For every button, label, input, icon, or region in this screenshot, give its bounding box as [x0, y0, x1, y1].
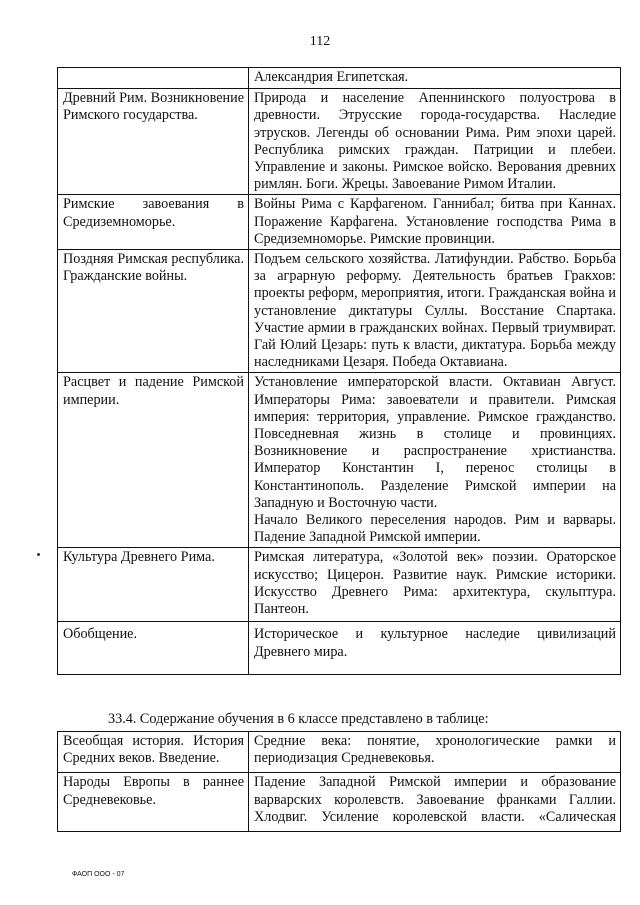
topic-cell: Древний Рим. Возникновение Римского государства. [58, 89, 249, 195]
topic-cell: Обобщение. [58, 622, 249, 674]
topic-cell: Всеобщая история. История Средних веков. Введение. [58, 732, 249, 773]
table-row [58, 89, 621, 195]
section-heading: 33.4. Содержание обучения в 6 классе представлено в таблице: [108, 711, 489, 727]
topic-cell: Народы Европы в раннее Средневековье. [58, 773, 249, 832]
topic-cell [58, 68, 249, 89]
content-cell: Войны Рима с Карфагеном. Ганнибал; битва при Каннах. Поражение Карфагена. Установление господства Рима в Средиземноморье. Римские провинции. [249, 195, 621, 250]
topic-cell: Культура Древнего Рима. [58, 548, 249, 622]
content-cell: Природа и население Апеннинского полуострова в древности. Этрусские города-государства. Наследие этрусков. Легенды об основании Рима. Рим эпохи царей. Республика римских граждан. Патриции и плебеи. Управление и законы. Римское войско. Верования древних римлян. Боги. Жрецы. Завоевание Римом Италии. [249, 89, 621, 195]
table-row [58, 195, 621, 250]
content-cell: Установление императорской власти. Октавиан Август. Императоры Рима: завоеватели и правители. Римская империя: территория, управление. Римское гражданство. Повседневная жизнь в столице и провинциях. Возникновение и распространение христианства. Император Константин I, перенос столицы в Константинополь. Разделение Римской империи на Западную и Восточную части. Начало Великого переселения народов. Рим и варвары. Падение Западной Римской империи. [249, 373, 621, 548]
table-row [58, 250, 621, 373]
curriculum-table-6th-grade [57, 731, 621, 832]
content-cell: Средние века: понятие, хронологические рамки и периодизация Средневековья. [249, 732, 621, 773]
content-cell: Римская литература, «Золотой век» поэзии. Ораторское искусство; Цицерон. Развитие наук. Римские историки. Искусство Древнего Рима: архитектура, скульптура. Пантеон. [249, 548, 621, 622]
topic-cell: Римские завоевания в Средиземноморье. [58, 195, 249, 250]
content-cell: Историческое и культурное наследие цивилизаций Древнего мира. [249, 622, 621, 674]
stray-dot-mark [37, 553, 40, 556]
content-cell: Александрия Египетская. [249, 68, 621, 89]
content-cell: Падение Западной Римской империи и образование варварских королевств. Завоевание франками Галлии. Хлодвиг. Усиление королевской власти. «Салическая [249, 773, 621, 832]
table-row [58, 68, 621, 89]
table-row [58, 773, 621, 832]
page-bottom-margin [0, 888, 640, 905]
table-row [58, 732, 621, 773]
curriculum-table-5th-grade [57, 67, 621, 675]
topic-cell: Расцвет и падение Римской империи. [58, 373, 249, 548]
table-row [58, 373, 621, 548]
content-cell: Подъем сельского хозяйства. Латифундии. Рабство. Борьба за аграрную реформу. Деятельность братьев Гракхов: проекты реформ, мероприятия, итоги. Гражданская война и установление диктатуры Суллы. Восстание Спартака. Участие армии в гражданских войнах. Первый триумвират. Гай Юлий Цезарь: путь к власти, диктатура. Борьба между наследниками Цезаря. Победа Октавиана. [249, 250, 621, 373]
topic-cell: Поздняя Римская республика. Гражданские войны. [58, 250, 249, 373]
table-row [58, 548, 621, 622]
page-number: 112 [309, 34, 331, 49]
table-row [58, 622, 621, 674]
footer-document-code: ФАОП ООО - 07 [72, 871, 125, 878]
